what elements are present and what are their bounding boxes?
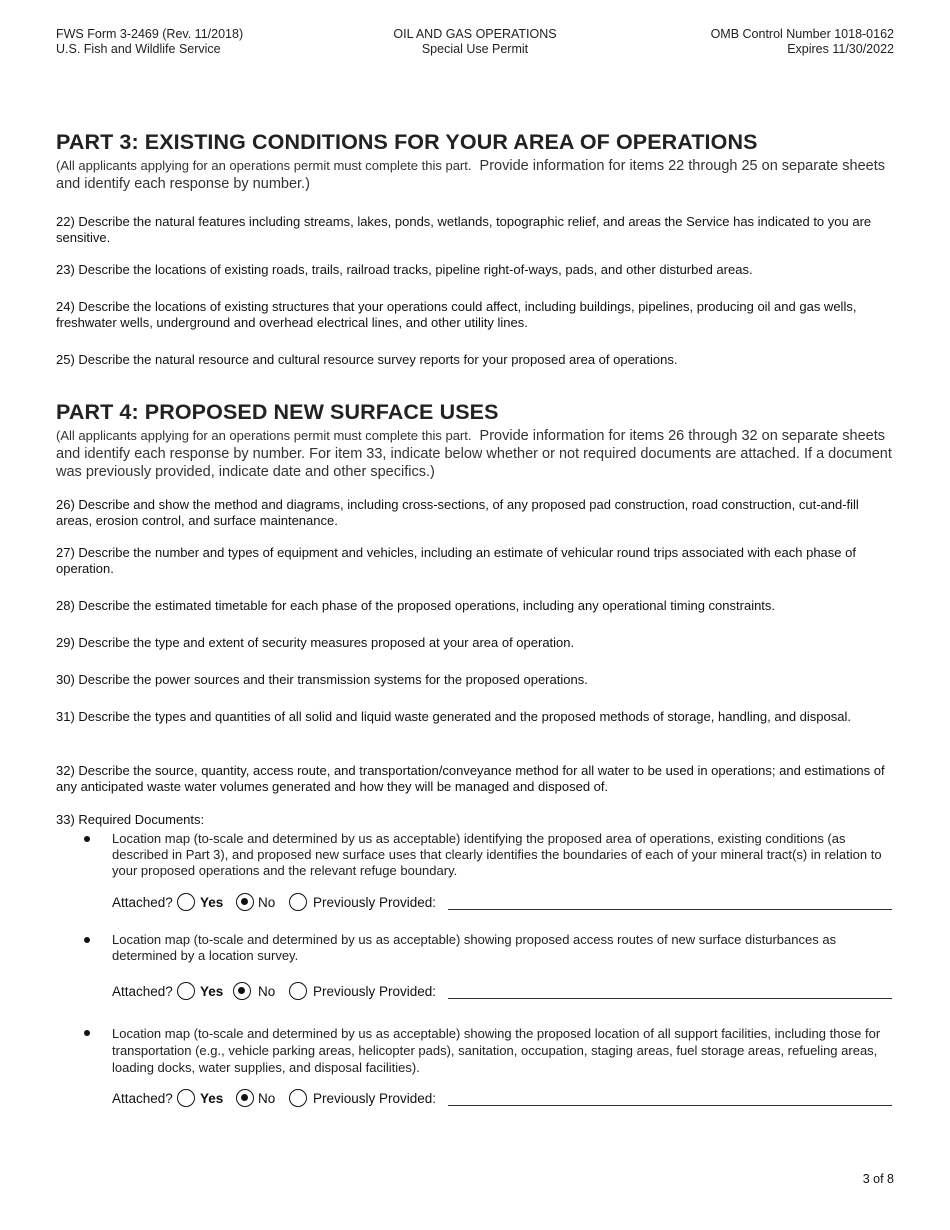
omb-expiry: Expires 11/30/2022 <box>787 42 894 56</box>
omb-control-number: OMB Control Number 1018-0162 <box>710 27 894 41</box>
form-number: FWS Form 3-2469 (Rev. 11/2018) <box>56 27 244 41</box>
required-doc-3-text: Location map (to-scale and determined by us as acceptable) showing the proposed location of all support facilities, including those for transportation (e.g., vehicle parking areas, helicopter pads), sanitation, occupation, staging areas, fuel storage areas, refueling areas, loading docks, water supplies, and disposal facilities). <box>112 1026 881 1075</box>
omb-info <box>711 27 894 57</box>
previously-provided-label: Previously Provided: <box>313 984 437 999</box>
agency-name: U.S. Fish and Wildlife Service <box>56 42 221 56</box>
previously-provided-radio[interactable] <box>289 893 307 911</box>
part3-intro-rest: Provide information for items 22 through 25 on separate sheets and identify each response by number.) <box>56 158 885 192</box>
item-30: 30) Describe the power sources and their transmission systems for the proposed operations. <box>56 672 588 687</box>
previously-provided-field[interactable] <box>448 1105 892 1106</box>
part4-title: PART 4: PROPOSED NEW SURFACE USES <box>56 400 499 424</box>
yes-label: Yes <box>200 1091 224 1106</box>
attached-label: Attached? <box>112 1091 173 1106</box>
no-label: No <box>258 984 276 999</box>
page-number: 3 of 8 <box>862 1172 894 1186</box>
item-24: 24) Describe the locations of existing structures that your operations could affect, including buildings, pipelines, producing oil and gas wells, freshwater wells, underground and overhead electrical lines, and other utility lines. <box>56 299 857 330</box>
form-title-sub: Special Use Permit <box>421 42 529 56</box>
item-22: 22) Describe the natural features including streams, lakes, ponds, wetlands, topographic relief, and areas the Service has indicated to you are sensitive. <box>56 214 872 245</box>
item-27: 27) Describe the number and types of equipment and vehicles, including an estimate of vehicular round trips associated with each phase of operation. <box>56 545 856 576</box>
part3-title: PART 3: EXISTING CONDITIONS FOR YOUR AREA OF OPERATIONS <box>56 130 758 154</box>
attachment-row-3 <box>112 1088 892 1110</box>
form-title-main: OIL AND GAS OPERATIONS <box>393 27 557 41</box>
yes-label: Yes <box>200 895 224 910</box>
no-label: No <box>258 895 276 910</box>
required-doc-1 <box>84 831 896 879</box>
item-26: 26) Describe and show the method and diagrams, including cross-sections, of any proposed pad construction, road construction, cut-and-fill areas, erosion control, and surface maintenance. <box>56 497 859 528</box>
yes-radio[interactable] <box>177 893 195 911</box>
previously-provided-field[interactable] <box>448 909 892 910</box>
bullet-icon <box>84 1030 90 1036</box>
required-doc-2-text: Location map (to-scale and determined by us as acceptable) showing proposed access routes of new surface disturbances as determined by a location survey. <box>112 932 837 963</box>
previously-provided-radio[interactable] <box>289 982 307 1000</box>
required-doc-1-text: Location map (to-scale and determined by us as acceptable) identifying the proposed area of operations, existing conditions (as described in Part 3), and proposed new surface uses that clearly identifies the boundaries of each of your mineral tract(s) in relation to your proposed operations and the relevant refuge boundary. <box>112 831 882 878</box>
item-25: 25) Describe the natural resource and cultural resource survey reports for your proposed area of operations. <box>56 352 678 367</box>
yes-radio[interactable] <box>177 982 195 1000</box>
item-28: 28) Describe the estimated timetable for each phase of the proposed operations, including any operational timing constraints. <box>56 598 776 613</box>
attachment-row-1 <box>112 892 892 914</box>
bullet-icon <box>84 836 90 842</box>
required-doc-2 <box>84 932 896 964</box>
no-radio[interactable] <box>236 893 254 911</box>
part4-header <box>56 400 894 481</box>
no-radio[interactable] <box>233 982 251 1000</box>
part3-intro-lead: (All applicants applying for an operations permit must complete this part. <box>56 158 472 173</box>
item-32: 32) Describe the source, quantity, access route, and transportation/conveyance method for all water to be used in operations; and estimations of any anticipated waste water volumes generated and how they will be managed and disposed of. <box>56 763 885 794</box>
attachment-row-2 <box>112 981 892 1003</box>
part3-header <box>56 130 894 193</box>
bullet-icon <box>84 937 90 943</box>
item-23: 23) Describe the locations of existing roads, trails, railroad tracks, pipeline right-of-ways, pads, and other disturbed areas. <box>56 262 753 277</box>
yes-radio[interactable] <box>177 1089 195 1107</box>
no-label: No <box>258 1091 276 1106</box>
item-31: 31) Describe the types and quantities of all solid and liquid waste generated and the proposed methods of storage, handling, and disposal. <box>56 709 851 724</box>
attached-label: Attached? <box>112 984 173 999</box>
previously-provided-label: Previously Provided: <box>313 895 437 910</box>
no-radio[interactable] <box>236 1089 254 1107</box>
part4-intro-rest: Provide information for items 26 through 32 on separate sheets and identify each response by number. For item 33, indicate below whether or not required documents are attached. If a document was previously provided, indicate date and other specifics.) <box>56 428 892 480</box>
item-29: 29) Describe the type and extent of security measures proposed at your area of operation. <box>56 635 575 650</box>
previously-provided-field[interactable] <box>448 998 892 999</box>
yes-label: Yes <box>200 984 224 999</box>
part4-intro <box>56 427 894 481</box>
previously-provided-radio[interactable] <box>289 1089 307 1107</box>
required-documents-heading: 33) Required Documents: <box>56 812 205 827</box>
part3-intro <box>56 157 894 193</box>
attached-label: Attached? <box>112 895 173 910</box>
previously-provided-label: Previously Provided: <box>313 1091 437 1106</box>
required-doc-3 <box>84 1025 896 1076</box>
part4-intro-lead: (All applicants applying for an operations permit must complete this part. <box>56 428 472 443</box>
